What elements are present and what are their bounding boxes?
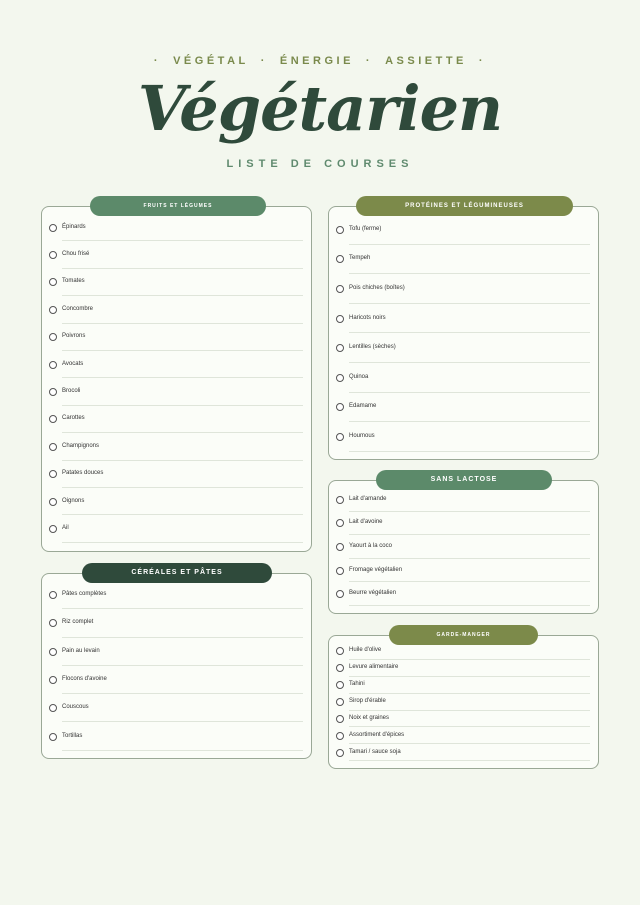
list-item (62, 638, 303, 666)
tagline-word-1: VÉGÉTAL (173, 55, 249, 67)
checkbox[interactable] (336, 647, 344, 655)
item-label: Ail (62, 524, 69, 531)
list-item (349, 660, 590, 677)
section-title: SANS LACTOSE (430, 476, 498, 483)
checkbox[interactable] (49, 443, 57, 451)
item-label: Riz complet (62, 619, 94, 626)
list-item (349, 727, 590, 744)
item-label: Beurre végétalien (349, 590, 397, 597)
list-item (349, 422, 590, 452)
list-item (62, 722, 303, 750)
section-fruits-legumes (41, 203, 312, 552)
list-item (349, 643, 590, 660)
section-header (356, 196, 573, 216)
checkbox[interactable] (49, 498, 57, 506)
checkbox[interactable] (336, 732, 344, 740)
checkbox[interactable] (336, 590, 344, 598)
checkbox[interactable] (336, 255, 344, 263)
list-item (62, 581, 303, 609)
item-label: Noix et graines (349, 715, 390, 721)
list-item (62, 214, 303, 241)
item-label: Assortiment d'épices (349, 731, 405, 738)
item-label: Haricots noirs (349, 314, 386, 321)
page-title: Végétarien (137, 72, 503, 145)
list-item (349, 694, 590, 711)
list-item (349, 274, 590, 304)
item-label: Huile d'olive (349, 647, 382, 654)
section-cereales-pates (41, 569, 312, 759)
section-sans-lactose (328, 476, 599, 614)
item-label: Edamame (349, 403, 377, 410)
section-header (90, 196, 266, 216)
tagline-word-3: ASSIETTE (385, 55, 467, 67)
tagline: · VÉGÉTAL · ÉNERGIE · ASSIETTE · (153, 55, 487, 67)
checkbox[interactable] (336, 681, 344, 689)
list-item (349, 744, 590, 761)
item-label: Tempeh (349, 255, 371, 262)
checkbox[interactable] (49, 251, 57, 259)
checkbox[interactable] (49, 525, 57, 533)
item-label: Levure alimentaire (349, 664, 399, 671)
page-subtitle: LISTE DE COURSES (226, 158, 414, 170)
checkbox[interactable] (49, 619, 57, 627)
list-item (62, 694, 303, 722)
checkbox[interactable] (336, 315, 344, 323)
item-label: Avocats (62, 360, 84, 367)
checkbox[interactable] (336, 715, 344, 723)
item-list (329, 488, 598, 606)
list-item (349, 582, 590, 606)
list-item (62, 351, 303, 378)
item-label: Brocoli (62, 388, 81, 395)
list-item (349, 535, 590, 559)
item-label: Couscous (62, 704, 89, 711)
list-item (62, 296, 303, 323)
checkbox[interactable] (49, 733, 57, 741)
item-label: Flocons d'avoine (62, 676, 107, 683)
item-label: Houmous (349, 432, 375, 439)
checkbox[interactable] (336, 664, 344, 672)
checkbox[interactable] (336, 698, 344, 706)
item-label: Yaourt à la coco (349, 542, 392, 549)
item-list (329, 643, 598, 761)
checkbox[interactable] (49, 591, 57, 599)
list-item (62, 406, 303, 433)
section-proteines-legumineuses (328, 203, 599, 460)
item-label: Quinoa (349, 373, 369, 380)
item-label: Fromage végétalien (349, 566, 403, 573)
item-label: Concombre (62, 305, 94, 312)
list-item (62, 461, 303, 488)
item-label: Oignons (62, 497, 85, 504)
item-label: Tomates (62, 278, 85, 285)
item-label: Lentilles (sèches) (349, 344, 396, 351)
checkbox[interactable] (336, 433, 344, 441)
section-title: PROTÉINES ET LÉGUMINEUSES (405, 203, 524, 209)
section-garde-manger (328, 632, 599, 769)
list-item (62, 324, 303, 351)
item-list (329, 215, 598, 452)
item-label: Tamari / sauce soja (349, 748, 401, 755)
list-item (349, 215, 590, 245)
list-item (62, 241, 303, 268)
checkbox[interactable] (336, 567, 344, 575)
checkbox[interactable] (336, 403, 344, 411)
item-label: Lait d'amande (349, 495, 387, 502)
list-item (349, 559, 590, 583)
list-item (349, 304, 590, 334)
checkbox[interactable] (49, 415, 57, 423)
section-header (389, 625, 538, 645)
checkbox[interactable] (49, 704, 57, 712)
list-item (62, 488, 303, 515)
list-item (62, 666, 303, 694)
list-item (62, 433, 303, 460)
checkbox[interactable] (336, 285, 344, 293)
list-item (349, 363, 590, 393)
checkbox[interactable] (336, 344, 344, 352)
list-item (62, 378, 303, 405)
checkbox[interactable] (336, 374, 344, 382)
checkbox[interactable] (336, 543, 344, 551)
list-item (349, 711, 590, 728)
section-title: CÉRÉALES ET PÂTES (131, 569, 223, 576)
list-item (62, 269, 303, 296)
item-label: Carottes (62, 415, 85, 422)
item-list (42, 214, 311, 543)
checkbox[interactable] (49, 333, 57, 341)
item-label: Champignons (62, 442, 100, 449)
checkbox[interactable] (49, 278, 57, 286)
list-item (349, 393, 590, 423)
section-header (82, 563, 272, 583)
item-label: Lait d'avoine (349, 519, 383, 526)
list-item (62, 609, 303, 637)
section-title: FRUITS ET LÉGUMES (143, 203, 213, 209)
checkbox[interactable] (49, 648, 57, 656)
item-label: Chou frisé (62, 251, 90, 258)
item-label: Pois chiches (boîtes) (349, 284, 405, 291)
section-header (376, 470, 552, 490)
item-label: Pâtes complètes (62, 591, 107, 598)
item-label: Tahini (349, 681, 365, 688)
item-label: Tortillas (62, 732, 83, 739)
checkbox[interactable] (336, 749, 344, 757)
list-item (349, 677, 590, 694)
tagline-word-2: ÉNERGIE (279, 55, 354, 67)
item-label: Tofu (ferme) (349, 225, 382, 232)
list-item (349, 488, 590, 512)
item-list (42, 581, 311, 751)
checkbox[interactable] (336, 496, 344, 504)
checkbox[interactable] (49, 224, 57, 232)
checkbox[interactable] (336, 226, 344, 234)
item-label: Sirop d'érable (349, 698, 386, 705)
list-item (349, 512, 590, 536)
checkbox[interactable] (49, 676, 57, 684)
item-label: Épinards (62, 223, 86, 230)
section-title: GARDE-MANGER (436, 632, 491, 638)
checkbox[interactable] (336, 519, 344, 527)
item-label: Pain au levain (62, 647, 100, 654)
list-item (349, 333, 590, 363)
item-label: Patates douces (62, 470, 104, 477)
checkbox[interactable] (49, 361, 57, 369)
checkbox[interactable] (49, 306, 57, 314)
item-label: Poivrons (62, 333, 86, 340)
checkbox[interactable] (49, 470, 57, 478)
checkbox[interactable] (49, 388, 57, 396)
list-item (349, 245, 590, 275)
list-item (62, 515, 303, 542)
